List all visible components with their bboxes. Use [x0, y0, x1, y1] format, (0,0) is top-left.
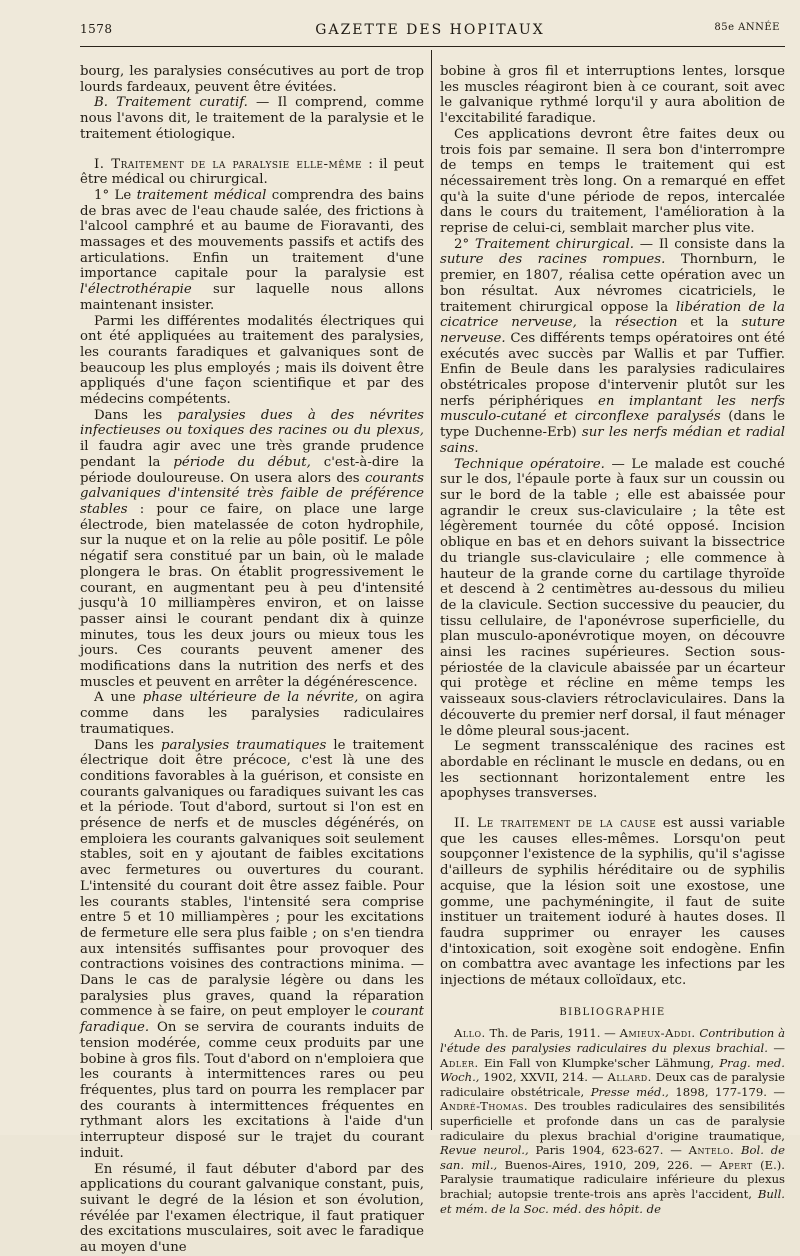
section-heading: II. Le traitement de la cause est aussi variable que les causes elles-mêmes. Lorsqu'on peut soupçonner l'existence de la syphilis, qu'il s'agisse d'ailleurs de syphilis héréditaire ou de syphilis acquise, que la lésion soit une exostose, une gomme, une pachyméningite, il faut de suite instituer un traitement ioduré à hautes doses. Il faudra supprimer ou enrayer les causes d'intoxication, soit exogène soit endogène. Enfin on combattra avec avantage les infections par les injections de métaux colloïdaux, etc.: [440, 816, 786, 989]
paragraph: bourg, les paralysies consécutives au port de trop lourds fardeaux, peuvent être évitées.: [80, 64, 424, 95]
column-divider: [431, 50, 432, 1130]
paragraph: Technique opératoire. — Le malade est couché sur le dos, l'épaule porte à faux sur un coussin ou sur le bord de la table ; elle est abaissée pour agrandir le creux sus-claviculaire ; la tête est légèrement tournée du côté opposé. Incision oblique en bas et en dehors suivant la bissectrice du triangle sus-claviculaire ; elle commence à hauteur de la grande corne du cartilage thyroïde et descend à 2 centimètres au-dessous du milieu de la clavicule. Section successive du peaucier, du tissu cellulaire, de l'aponévrose superficielle, du plan musculo-aponévrotique moyen, on découvre ainsi les racines supérieures. Section sous-périostée de la clavicule abaissée par un écarteur qui protège et récline en même temps les vaisseaux sous-claviers rétroclaviculaires. Dans la découverte du premier nerf dorsal, il faut ménager le dôme pleural sous-jacent.: [440, 456, 785, 739]
journal-title: GAZETTE DES HOPITAUX: [315, 22, 545, 38]
year-label: 85e ANNÉE: [714, 22, 780, 33]
paragraph: Ces applications devront être faites deux ou trois fois par semaine. Il sera bon d'interrompre de temps en temps le traitement qui est nécessairement très long. On a remarqué en effet qu'à la suite d'une période de repos, intercalée dans le cours du traitement, l'amélioration à la reprise de celui-ci, semblait marcher plus vite.: [440, 126, 785, 237]
paragraph: bobine à gros fil et interruptions lentes, lorsque les muscles réagiront bien à ce courant, soit avec le galvanique rythmé lorqu'il y aura abolition de l'excitabilité faradique.: [440, 64, 785, 127]
section-heading: I. Traitement de la paralysie elle-même : il peut être médical ou chirurgical.: [80, 156, 424, 188]
paragraph: En résumé, il faut débuter d'abord par des applications du courant galvanique constant, puis, suivant le degré de la lésion et son évolution, révélée par l'examen électrique, il faut pratiquer des excitations musculaires, soit avec le faradique au moyen d'une: [80, 1161, 424, 1256]
paragraph: Le segment transscalénique des racines est abordable en réclinant le muscle en dedans, ou en les sectionnant horizontalement entre les apophyses transverses.: [440, 739, 785, 802]
paragraph: Parmi les différentes modalités électriques qui ont été appliquées au traitement des paralysies, les courants faradiques et galvaniques sont de beaucoup les plus employés ; mais ils doivent être appliqués d'une façon scientifique et par des médecins compétents.: [80, 313, 424, 408]
section-label: B. Traitement curatif.: [94, 95, 248, 111]
paragraph: Dans les paralysies traumatiques le traitement électrique doit être précoce, c'est là une des conditions favorables à la guérison, et consiste en courants galvaniques ou faradiques suivant les cas et la période. Tout d'abord, surtout si l'on est en présence de nerfs et de muscles dégénérés, on emploiera les courants galvaniques soit seulement stables, soit en y ajoutant de faibles excitations avec fermetures ou ouvertures du courant. L'intensité du courant doit être assez faible. Pour les courants stables, l'intensité sera comprise entre 5 et 10 milliampères ; pour les excitations de fermeture elle sera plus faible ; on s'en tiendra aux intensités suffisantes pour provoquer des contractions voisines des contractions minima. — Dans le cas de paralysie légère ou dans les paralysies plus graves, quand la réparation commence à se faire, on peut employer le courant faradique. On se servira de courants induits de tension modérée, comme ceux produits par une bobine à gros fils. Tout d'abord on n'emploiera que les courants à intermittences rares ou peu fréquentes, plus tard on pourra les remplacer par des courants à intermittences fréquentes en rythmant alors les excitations à l'aide d'un interrupteur disposé sur le trajet du courant induit.: [80, 737, 424, 1161]
bibliography-text: Allo. Th. de Paris, 1911. — Amieux-Addi. Contribution à l'étude des paralysies radiculaires du plexus brachial. — Adler. Ein Fall von Klumpke'scher Lähmung, Prag. med. Woch., 1902, XXVII, 214. — Allard. Deux cas de paralysie radiculaire obstétricale, Presse méd., 1898, 177-179. — André-Thomas. Des troubles radiculaires des sensibilités superficielle et profonde dans un cas de paralysie radiculaire du plexus brachial d'origine traumatique, Revue neurol., Paris 1904, 623-627. — Antelo. Bol. de san. mil., Buenos-Aires, 1910, 209, 226. — Apert (E.). Paralysie traumatique radiculaire inférieure du plexus brachial; autopsie trente-trois ans après l'accident, Bull. et mém. de la Soc. méd. des hôpit. de: [440, 1026, 785, 1216]
paragraph: 1° Le traitement médical comprendra des bains de bras avec de l'eau chaude salée, des frictions à l'alcool camphré et au baume de Fioravanti, des massages et des mouvements passifs et actifs des articulations. Enfin un traitement d'une importance capitale pour la paralysie est l'électrothérapie sur laquelle nous allons maintenant insister.: [80, 187, 424, 313]
page-number: 1578: [80, 22, 113, 36]
page-header: [80, 22, 780, 44]
paragraph: B. Traitement curatif. — Il comprend, comme nous l'avons dit, le traitement de la paralysie et le traitement étiologique.: [80, 95, 424, 142]
paragraph: Dans les paralysies dues à des névrites infectieuses ou toxiques des racines ou du plexus, il faudra agir avec une très grande prudence pendant la période du début, c'est-à-dire la période douloureuse. On usera alors des courants galvaniques d'intensité très faible de préférence stables : pour ce faire, on place une large électrode, bien matelassée de coton hydrophile, sur la nuque et on la relie au pôle positif. Le pôle négatif sera constitué par un bain, où le malade plongera le bras. On établit progressivement le courant, en augmentant peu à peu d'intensité jusqu'à 10 milliampères environ, et on laisse passer ainsi le courant pendant dix à quinze minutes, tous les deux jours ou mieux tous les jours. Ces courants peuvent amener des modifications dans la nutrition des nerfs et des muscles et peuvent en arrêter la dégénérescence.: [80, 407, 425, 690]
paragraph: 2° Traitement chirurgical. — Il consiste dans la suture des racines rompues. Thornburn, le premier, en 1807, réalisa cette opération avec un bon résultat. Aux névromes cicatriciels, le traitement chirurgical oppose la libération de la cicatrice nerveuse, la résection et la suture nerveuse. Ces différents temps opératoires ont été exécutés avec succès par Wallis et par Tuffier. Enfin de Beule dans les paralysies radiculaires obstétricales propose d'intervenir plutôt sur les nerfs périphériques en implantant les nerfs musculo-cutané et circonflexe paralysés (dans le type Duchenne-Erb) sur les nerfs médian et radial sains.: [440, 236, 785, 456]
right-column: [440, 64, 785, 1216]
left-column: [80, 64, 424, 1256]
paragraph: A une phase ultérieure de la névrite, on agira comme dans les paralysies radiculaires traumatiques.: [80, 690, 425, 737]
header-rule: [80, 46, 785, 47]
bibliography-title: BIBLIOGRAPHIE: [559, 1006, 666, 1018]
